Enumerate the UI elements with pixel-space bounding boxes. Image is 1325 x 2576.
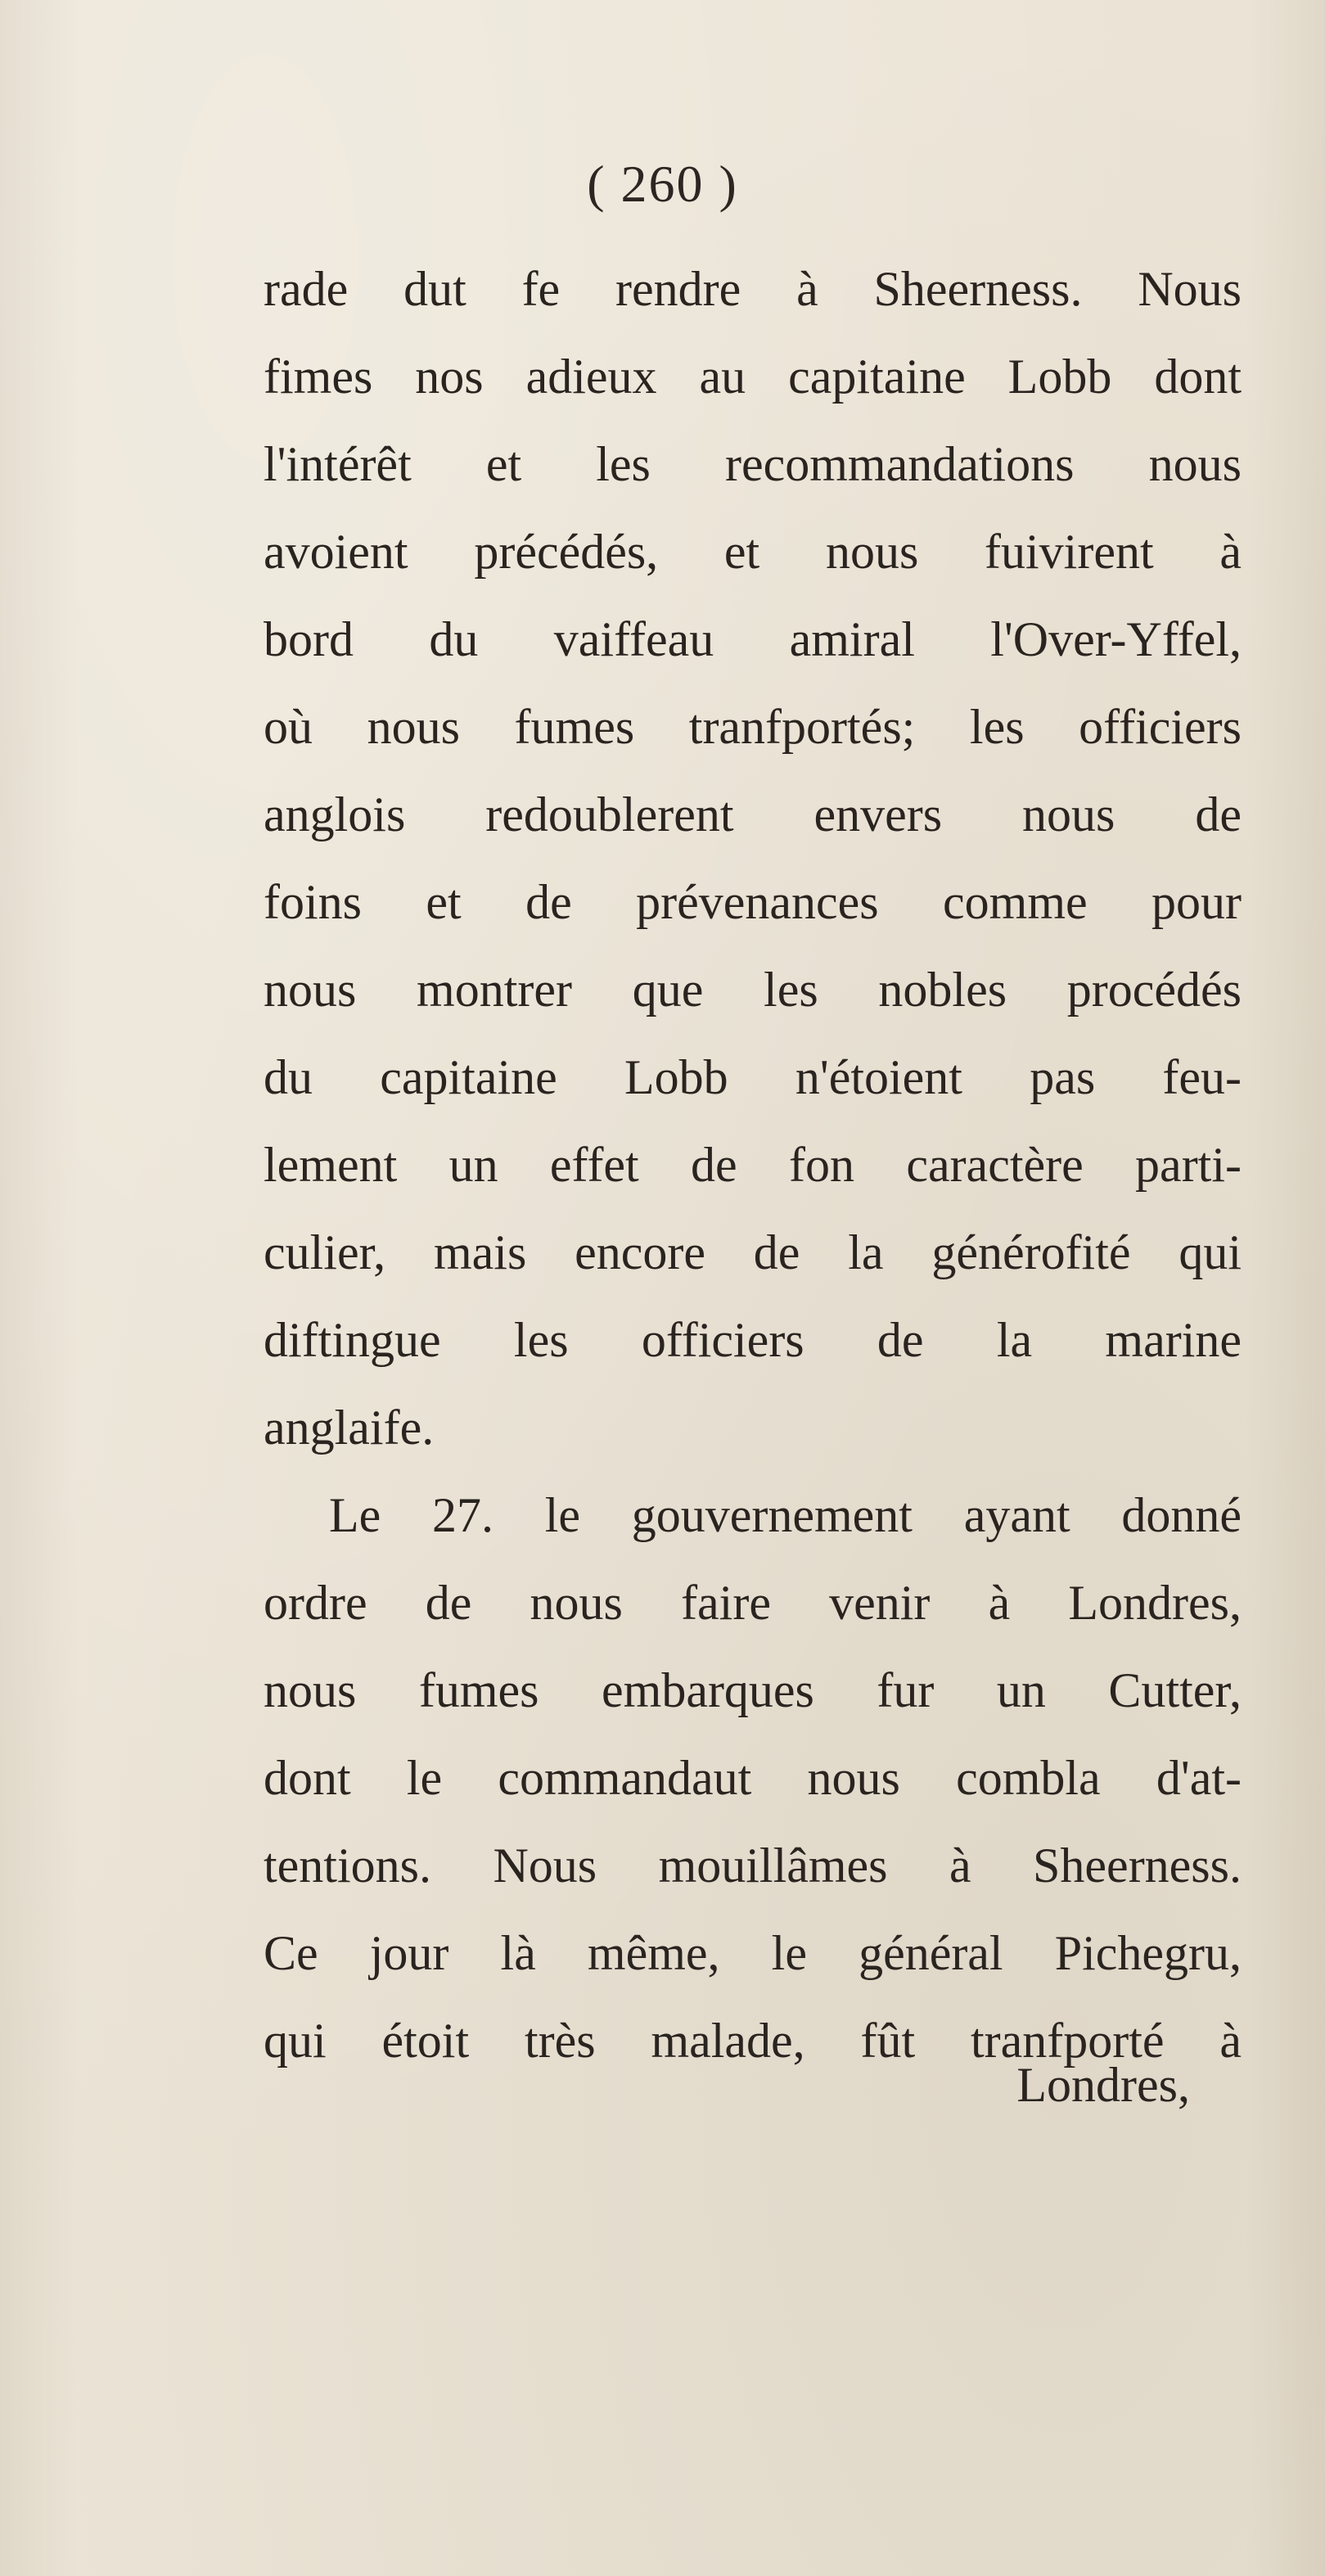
catchword: Londres,: [1016, 2058, 1190, 2112]
text-line: tentions. Nous mouillâmes à Sheerness.: [264, 1838, 1242, 1893]
text-line: anglois redoublerent envers nous de: [264, 787, 1242, 841]
text-line: dont le commandaut nous combla d'at-: [264, 1751, 1242, 1805]
page-number: ( 260 ): [587, 155, 738, 213]
text-line: Ce jour là même, le général Pichegru,: [264, 1926, 1242, 1980]
text-line: bord du vaiffeau amiral l'Over-Yffel,: [264, 612, 1242, 666]
paragraph-first-line: Le 27. le gouvernement ayant donné: [329, 1488, 1242, 1542]
text-line: avoient précédés, et nous fuivirent à: [264, 525, 1242, 579]
text-line: nous montrer que les nobles procédés: [264, 963, 1242, 1017]
text-line: foins et de prévenances comme pour: [264, 875, 1242, 929]
text-line: qui étoit très malade, fût tranfporté à: [264, 2014, 1242, 2068]
text-line: nous fumes embarques fur un Cutter,: [264, 1663, 1242, 1717]
text-line: rade dut fe rendre à Sheerness. Nous: [264, 262, 1242, 316]
text-line: du capitaine Lobb n'étoient pas feu-: [264, 1050, 1242, 1104]
text-line: où nous fumes tranfportés; les officiers: [264, 700, 1242, 754]
text-line: fimes nos adieux au capitaine Lobb dont: [264, 350, 1242, 404]
text-line: l'intérêt et les recommandations nous: [264, 437, 1242, 491]
text-line: anglaife.: [264, 1401, 435, 1455]
body-text: [264, 246, 1242, 2085]
text-line: diftingue les officiers de la marine: [264, 1313, 1242, 1367]
text-line: lement un effet de fon caractère parti-: [264, 1138, 1242, 1192]
text-line: ordre de nous faire venir à Londres,: [264, 1576, 1242, 1630]
text-line: culier, mais encore de la générofité qui: [264, 1225, 1242, 1279]
